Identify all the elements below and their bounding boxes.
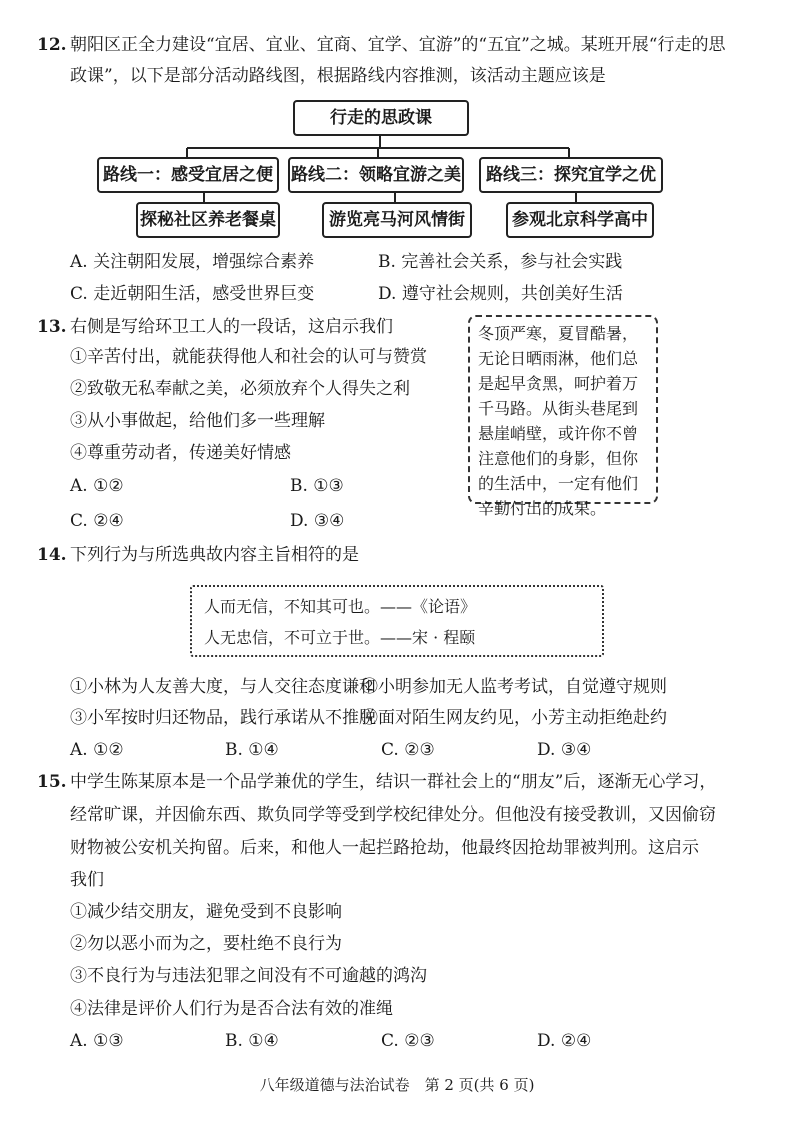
- diagram-route-3: 路线三：探究宜学之优: [479, 157, 663, 193]
- sidebox-line: 悬崖峭壁，或许你不曾: [478, 424, 639, 443]
- q13-option-c: C. ②④: [70, 511, 124, 531]
- sidebox-line: 无论日晒雨淋，他们总: [478, 349, 639, 368]
- diagram-route-2: 路线二：领略宜游之美: [288, 157, 464, 193]
- q14-option-b: B. ①④: [225, 740, 279, 760]
- q13-number: 13.: [37, 317, 67, 337]
- q15-option-a: A. ①③: [70, 1031, 124, 1051]
- diagram-root: 行走的思政课: [293, 100, 469, 136]
- q12-option-d: D. 遵守社会规则，共创美好生活: [378, 284, 623, 304]
- q12-option-a: A. 关注朝阳发展，增强综合素养: [70, 252, 315, 272]
- q15-option-b: B. ①④: [225, 1031, 279, 1051]
- q14-item-1: ①小林为人友善大度，与人交往态度谦和: [70, 677, 376, 697]
- q13-option-d: D. ③④: [290, 511, 345, 531]
- q13-item-4: ④尊重劳动者，传递美好情感: [70, 443, 291, 463]
- q13-text: 右侧是写给环卫工人的一段话，这启示我们: [70, 317, 393, 337]
- diagram-leaf-2: 游览亮马河风情街: [322, 202, 472, 238]
- sidebox-line: 是起早贪黑，呵护着万: [478, 374, 639, 393]
- q14-option-c: C. ②③: [381, 740, 435, 760]
- sidebox-line: 千马路。从街头巷尾到: [478, 399, 639, 418]
- q15-number: 15.: [37, 772, 67, 792]
- page-footer: 八年级道德与法治试卷 第 2 页(共 6 页): [259, 1076, 535, 1094]
- q13-option-a: A. ①②: [70, 476, 124, 496]
- q13-item-2: ②致敬无私奉献之美，必须放弃个人得失之利: [70, 379, 410, 399]
- q15-item-3: ③不良行为与违法犯罪之间没有不可逾越的鸿沟: [70, 966, 427, 986]
- q13-sidebox: [468, 315, 658, 518]
- q15-item-1: ①减少结交朋友，避免受到不良影响: [70, 902, 342, 922]
- quote-line-2: 人无忠信，不可立于世。——宋 · 程颐: [204, 628, 476, 647]
- sidebox-line: 的生活中，一定有他们: [478, 474, 639, 493]
- quote-line-1: 人而无信，不知其可也。——《论语》: [204, 597, 477, 616]
- q14-option-a: A. ①②: [70, 740, 124, 760]
- sidebox-line: 冬顶严寒，夏冒酷暑，: [478, 324, 639, 343]
- q13-option-b: B. ①③: [290, 476, 344, 496]
- q12-option-c: C. 走近朝阳生活，感受世界巨变: [70, 284, 315, 304]
- q14-quote-box: [190, 585, 604, 657]
- q14-item-4: ④面对陌生网友约见，小芳主动拒绝赴约: [361, 708, 667, 728]
- diagram-leaf-1: 探秘社区养老餐桌: [136, 202, 280, 238]
- q15-option-d: D. ②④: [537, 1031, 592, 1051]
- q12-text-line2: 政课”，以下是部分活动路线图，根据路线内容推测，该活动主题应该是: [70, 66, 606, 86]
- q15-text-line4: 我们: [70, 870, 104, 890]
- sidebox-line: 辛勤付出的成果。: [478, 499, 607, 518]
- q15-item-4: ④法律是评价人们行为是否合法有效的准绳: [70, 999, 393, 1019]
- q15-text-line3: 财物被公安机关拘留。后来，和他人一起拦路抢劫，他最终因抢劫罪被判刑。这启示: [70, 838, 699, 858]
- q15-text-line1: 中学生陈某原本是一个品学兼优的学生，结识一群社会上的“朋友”后，逐渐无心学习，: [70, 772, 717, 792]
- q13-item-1: ①辛苦付出，就能获得他人和社会的认可与赞赏: [70, 347, 427, 367]
- q15-text-line2: 经常旷课，并因偷东西、欺负同学等受到学校纪律处分。但他没有接受教训，又因偷窃: [70, 805, 716, 825]
- q15-item-2: ②勿以恶小而为之，要杜绝不良行为: [70, 934, 342, 954]
- q15-option-c: C. ②③: [381, 1031, 435, 1051]
- q13-item-3: ③从小事做起，给他们多一些理解: [70, 411, 325, 431]
- diagram-leaf-3: 参观北京科学高中: [506, 202, 654, 238]
- q14-item-3: ③小军按时归还物品，践行承诺从不推脱: [70, 708, 376, 728]
- q12-number: 12.: [37, 35, 67, 55]
- q14-text: 下列行为与所选典故内容主旨相符的是: [70, 545, 359, 565]
- q12-option-b: B. 完善社会关系，参与社会实践: [378, 252, 623, 272]
- q12-text-line1: 朝阳区正全力建设“宜居、宜业、宜商、宜学、宜游”的“五宜”之城。某班开展“行走的思: [70, 35, 726, 55]
- diagram-route-1: 路线一：感受宜居之便: [97, 157, 279, 193]
- q14-number: 14.: [37, 545, 67, 565]
- sidebox-line: 注意他们的身影，但你: [478, 449, 639, 468]
- q14-item-2: ②小明参加无人监考考试，自觉遵守规则: [361, 677, 667, 697]
- q14-option-d: D. ③④: [537, 740, 592, 760]
